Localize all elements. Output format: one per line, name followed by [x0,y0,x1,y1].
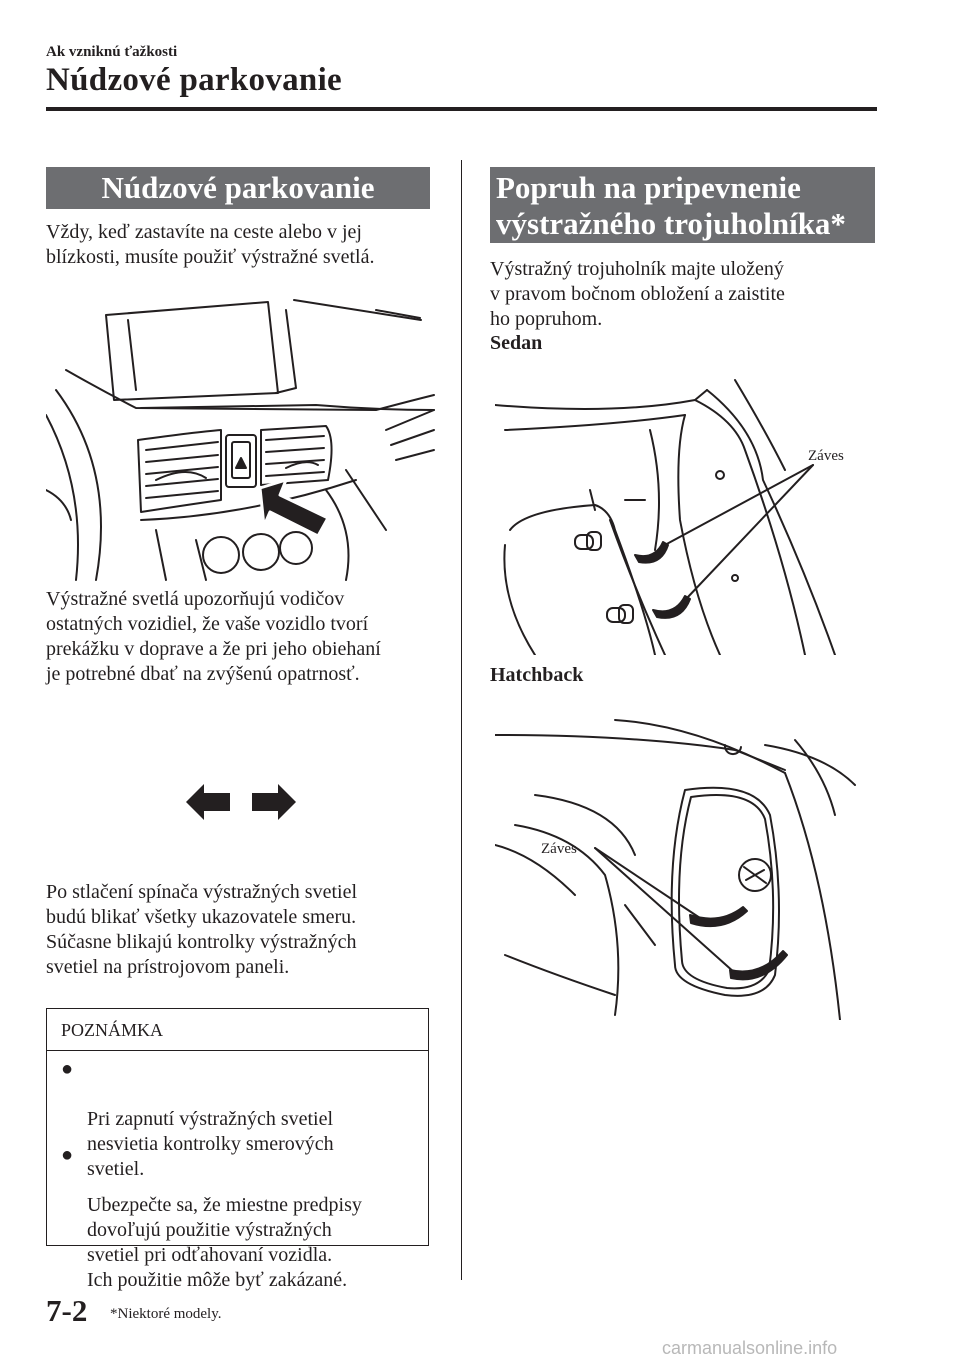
heading-emergency-parking: Núdzové parkovanie [46,167,430,209]
note-heading: POZNÁMKA [47,1009,428,1051]
note-item-text: Pri zapnutí výstražných svetiel nesvietia kontrolky smerových svetiel. [87,1108,334,1180]
hazard-switch-illustration [46,290,436,582]
hatchback-label: Hatchback [490,664,584,686]
description-paragraph: Výstražné svetlá upozorňujú vodičov ostatných vozidiel, že vaše vozidlo tvorí prekážku v doprave a že pri jeho obiehaní je potrebné dbať na zvýšenú opatrnosť. [46,588,381,685]
turn-signal-arrows-icon [186,783,296,821]
hinge-callout-sedan: Záves [808,448,844,464]
watermark: carmanualsonline.info [662,1338,838,1358]
note-item [61,1143,421,1293]
footnote: *Niektoré modely. [110,1306,222,1322]
blink-paragraph: Po stlačení spínača výstražných svetiel budú blikať všetky ukazovatele smeru. Súčasne blikajú kontrolky výstražných svetiel na prístrojovom paneli. [46,881,358,978]
heading-line: Popruh na pripevnenie [496,170,801,205]
heading-line: výstražného trojuholníka* [496,206,846,241]
title-rule [46,107,877,111]
bullet-icon: ● [61,1058,74,1080]
heading-triangle-strap [490,167,875,243]
hinge-callout-hatchback: Záves [541,841,577,857]
section-label: Ak vzniknú ťažkosti [46,44,178,60]
intro-paragraph: Vždy, keď zastavíte na ceste alebo v jej blízkosti, musíte použiť výstražné svetlá. [46,221,375,268]
column-divider [461,160,462,1280]
bullet-icon: ● [61,1144,74,1166]
page-number: 7-2 [46,1293,88,1328]
note-item-text: Ubezpečte sa, že miestne predpisy dovoľujú použitie výstražných svetiel pri odťahovaní vozidla. Ich použitie môže byť zakázané. [87,1194,362,1291]
sedan-label: Sedan [490,332,543,354]
page-title: Núdzové parkovanie [46,62,343,98]
note-box [46,1008,429,1291]
sedan-trunk-illustration [495,370,875,655]
hatchback-trunk-illustration [495,715,875,1020]
strap-intro-paragraph: Výstražný trojuholník majte uložený v pravom bočnom obložení a zaistite ho popruhom. [490,258,785,330]
